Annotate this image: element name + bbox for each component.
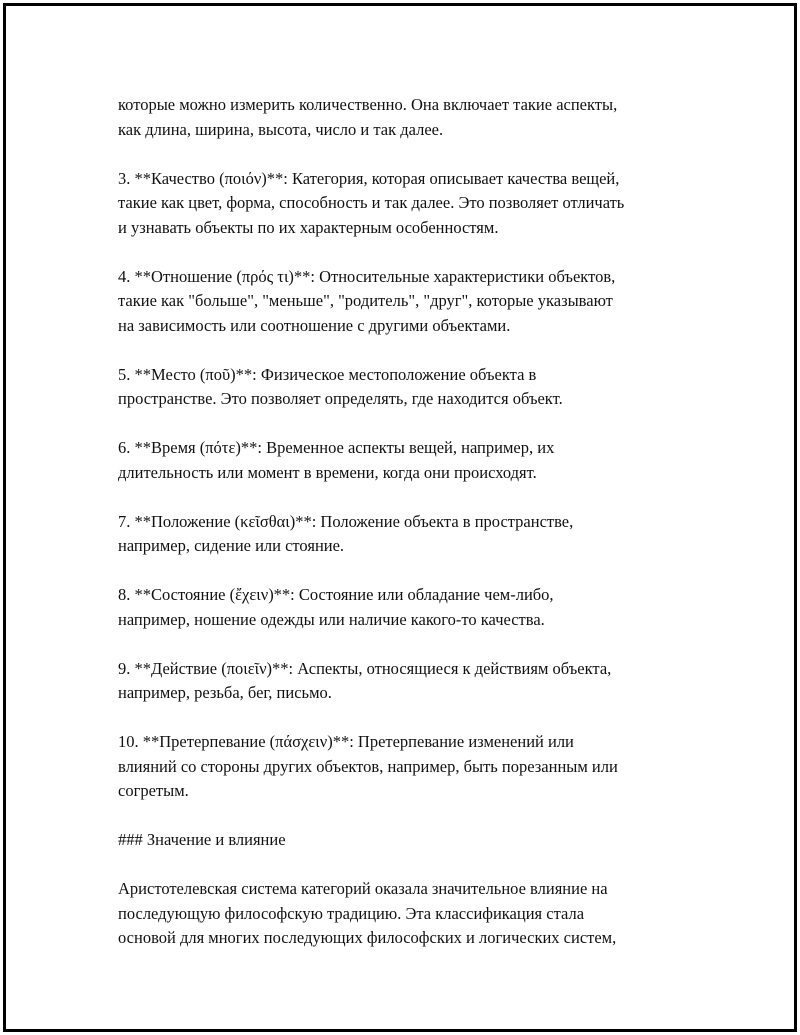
paragraph-category-position: 7. **Положение (κεῖσθαι)**: Положение объекта в пространстве, например, сидение или стояние. <box>118 511 574 555</box>
paragraph-category-relation: 4. **Отношение (πρός τι)**: Относительные характеристики объектов, такие как "больше", "меньше", "родитель", "друг", которые указывают на зависимость или соотношение с другими объектами. <box>118 266 616 335</box>
section-heading-significance: ### Значение и влияние <box>118 830 286 849</box>
document-body <box>118 93 698 975</box>
paragraph-quantity-continuation: которые можно измерить количественно. Она включает такие аспекты, как длина, ширина, высота, число и так далее. <box>118 95 618 139</box>
paragraph-significance: Аристотелевская система категорий оказала значительное влияние на последующую философскую традицию. Эта классификация стала основой для многих последующих философских и логических систем, <box>118 879 617 947</box>
paragraph-category-state: 8. **Состояние (ἔχειν)**: Состояние или обладание чем-либо, например, ношение одежды или наличие какого-то качества. <box>118 585 554 629</box>
paragraph-category-time: 6. **Время (πότε)**: Временное аспекты вещей, например, их длительность или момент в времени, когда они происходят. <box>118 438 555 482</box>
paragraph-category-action: 9. **Действие (ποιεῖν)**: Аспекты, относящиеся к действиям объекта, например, резьба, бег, письмо. <box>118 658 612 702</box>
document-page <box>3 3 797 1032</box>
paragraph-category-place: 5. **Место (ποῦ)**: Физическое местоположение объекта в пространстве. Это позволяет определять, где находится объект. <box>118 364 563 408</box>
paragraph-category-affection: 10. **Претерпевание (πάσχειν)**: Претерпевание изменений или влияний со стороны других объектов, например, быть порезанным или согретым. <box>118 732 618 800</box>
paragraph-category-quality: 3. **Качество (ποιόν)**: Категория, которая описывает качества вещей, такие как цвет, форма, способность и так далее. Это позволяет отличать и узнавать объекты по их характерным особенностям. <box>118 168 625 237</box>
